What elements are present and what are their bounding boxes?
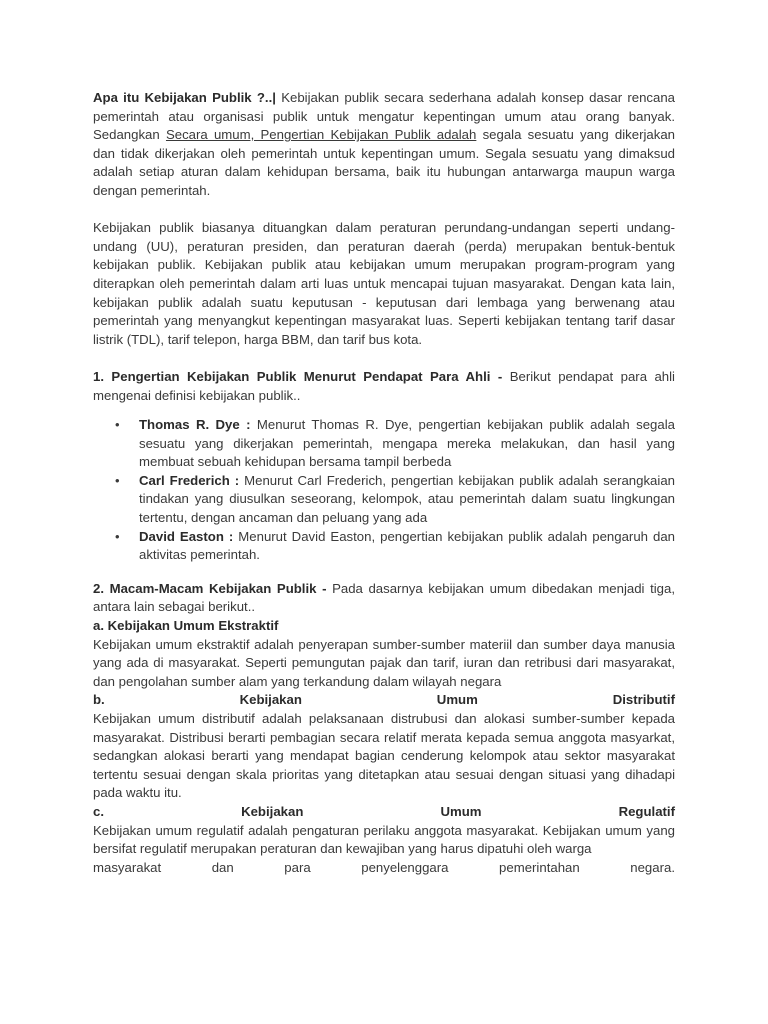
intro-underlined-phrase[interactable]: Secara umum, Pengertian Kebijakan Publik adalah <box>165 127 477 143</box>
section-2-intro <box>93 580 675 617</box>
subsection-c-last-line <box>93 859 675 878</box>
last-line-word: para <box>284 859 311 875</box>
last-line-word: penyelenggara <box>361 859 449 875</box>
subsection-c-text: Kebijakan umum regulatif adalah pengaturan perilaku anggota masyarakat. Kebijakan umum yang bersifat regulatif merupakan peraturan dan kewajiban yang harus dipatuhi oleh warga <box>93 822 675 857</box>
subsection-c-word: Regulatif <box>618 803 675 819</box>
section-2-text: Pada dasarnya kebijakan umum dibedakan menjadi tiga, antara lain sebagai berikut.. <box>93 580 676 615</box>
subsection-c-word: c. <box>93 803 104 819</box>
section-1-intro <box>93 368 675 405</box>
expert-text: Menurut Carl Frederich, pengertian kebijakan publik adalah serangkaian tindakan yang diusulkan seseorang, kelompok, atau pemerintah dalam suatu lingkungan tertentu, dengan ancaman dan peluang yang ada <box>139 472 675 526</box>
subsection-b-word: Distributif <box>612 692 675 708</box>
last-line-word: dan <box>211 859 234 875</box>
subsection-b-heading <box>93 691 675 710</box>
subsection-a-heading <box>93 617 675 636</box>
subsection-b-text: Kebijakan umum distributif adalah pelaksanaan distrubusi dan alokasi sumber-sumber kepada masyarakat. Distribusi berarti pembagian secara relatif merata kepada semua anggota masyarkat, sedangkan alokasi berarti yang mendapat bagian cenderung kelompok atau sektor masyarakat tertentu sesuai dengan skala prioritas yang ditetapkan atau sesuai dengan situasi yang dihadapi pada waktu itu. <box>93 711 675 801</box>
subsection-a-title: a. Kebijakan Umum Ekstraktif <box>93 618 279 634</box>
paragraph-2: Kebijakan publik biasanya dituangkan dalam peraturan perundang-undangan seperti undang-undang (UU), peraturan presiden, dan peraturan daerah (perda) merupakan bentuk-bentuk kebijakan publik. Kebijakan publik atau kebijakan umum merupakan program-program yang diterapkan oleh pemerintah dalam arti luas untuk mencapai tujuan masyarakat. Dengan kata lain, kebijakan publik adalah suatu keputusan - keputusan dari lembaga yang berwenang atau pemerintah yang menyangkut kepentingan masyarakat luas. Seperti kebijakan tentang tarif dasar listrik (TDL), tarif telepon, harga BBM, dan tarif bus kota. <box>93 220 675 347</box>
subsection-b-word: Kebijakan <box>239 692 302 708</box>
list-item-expert <box>139 528 675 565</box>
last-line-word: masyarakat <box>93 859 162 875</box>
last-line-word: negara. <box>630 859 675 875</box>
expert-text: Menurut Thomas R. Dye, pengertian kebijakan publik adalah segala sesuatu yang dikerjakan pemerintah, mengapa mereka melakukan, dan hasil yang membuat sebuah kehidupan bersama tampil berbeda <box>139 417 675 470</box>
document-page <box>93 89 675 877</box>
experts-list <box>93 416 675 565</box>
subsection-a-text: Kebijakan umum ekstraktif adalah penyerapan sumber-sumber materiil dan sumber daya manusia yang ada di masyarakat. Seperti pemungutan pajak dan tarif, iuran dan retribusi dari masyarakat, dan pengolahan sumber alam yang terkandung dalam wilayah negara <box>93 636 675 689</box>
intro-title: Apa itu Kebijakan Publik ?..| <box>93 90 276 105</box>
list-item-expert <box>139 472 675 528</box>
expert-name: Carl Frederich : <box>139 472 240 488</box>
expert-name: David Easton : <box>139 528 234 544</box>
section-1-heading: 1. Pengertian Kebijakan Publik Menurut Pendapat Para Ahli - <box>93 368 503 384</box>
intro-paragraph <box>93 89 675 201</box>
subsection-b-word: Umum <box>436 692 478 708</box>
section-2-heading: 2. Macam-Macam Kebijakan Publik - <box>93 580 327 596</box>
last-line-word: pemerintahan <box>499 859 580 875</box>
expert-text: Menurut David Easton, pengertian kebijakan publik adalah pengaruh dan aktivitas pemerintah. <box>139 528 676 563</box>
subsection-b-word: b. <box>93 692 105 708</box>
intro-text-1: Kebijakan publik secara sederhana adalah konsep dasar rencana pemerintah atau organisasi publik untuk mengatur kepentingan umum atau orang banyak. Sedangkan <box>93 90 676 143</box>
expert-name: Thomas R. Dye : <box>139 417 251 433</box>
section-1-text: Berikut pendapat para ahli mengenai definisi kebijakan publik.. <box>93 368 675 403</box>
subsection-c-heading <box>93 803 675 822</box>
list-item-expert <box>139 416 675 472</box>
subsection-c-word: Kebijakan <box>241 803 304 819</box>
subsection-c-word: Umum <box>440 803 482 819</box>
intro-text-2: segala sesuatu yang dikerjakan dan tidak dikerjakan oleh pemerintah untuk kepentingan umum. Segala sesuatu yang dimaksud adalah setiap aturan dalam kehidupan bersama, baik itu hubungan antarwarga maupun warga dengan pemerintah. <box>93 127 675 198</box>
